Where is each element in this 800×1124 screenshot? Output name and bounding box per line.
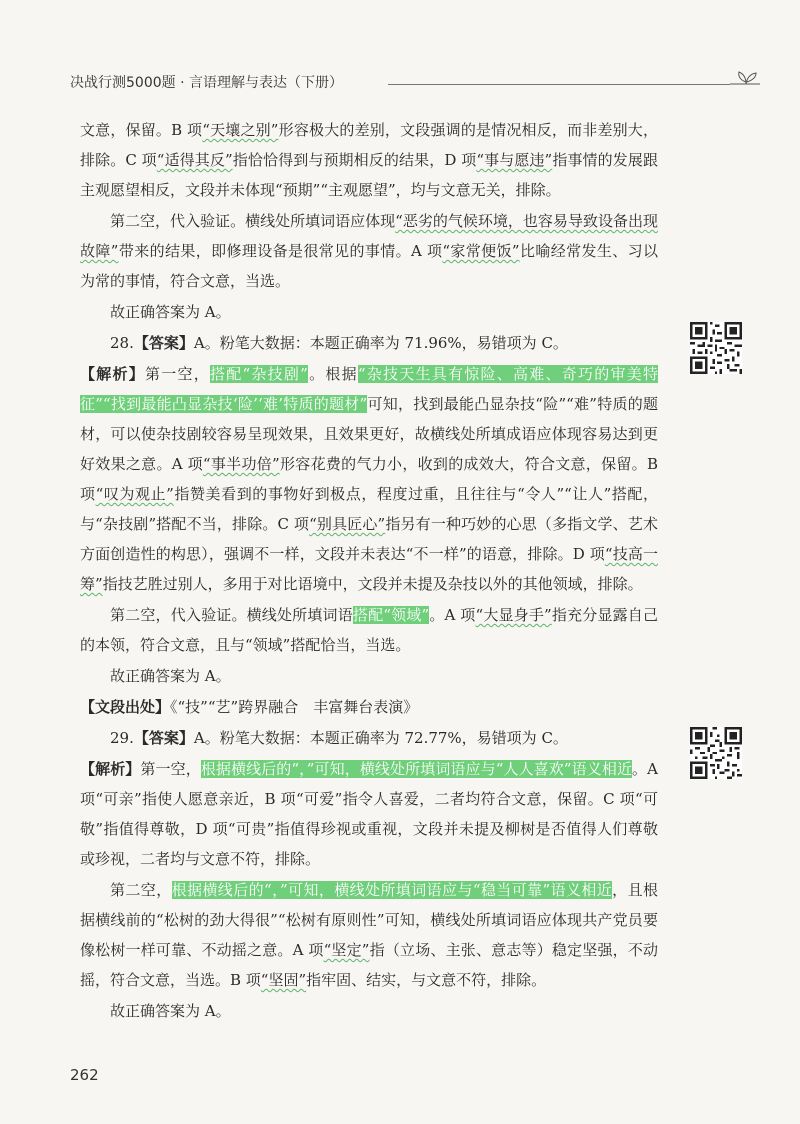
- q28-second-blank: 第二空，代入验证。横线处所填词语搭配“领域”。A 项“大显身手”指充分显露自己的本领，符合文意，且与“领域”搭配恰当，当选。: [80, 606, 658, 654]
- q29-final-answer: 故正确答案为 A。: [110, 1002, 231, 1020]
- page-number: 262: [70, 1066, 99, 1084]
- sprout-icon: [730, 66, 760, 90]
- q28-final-answer: 故正确答案为 A。: [110, 667, 231, 685]
- header-rule: [388, 84, 730, 85]
- qr-code-q28[interactable]: [690, 322, 742, 374]
- q29-analysis: 【解析】第一空，根据横线后的“，”可知，横线处所填词语应与“人人喜欢”语义相近。A 项“可亲”指使人愿意亲近，B 项“可爱”指令人喜爱，二者均符合文意，保留。C 项“可敬”指值得尊敬，D 项“可贵”指值得珍视或重视，文段并未提及柳树是否值得人们尊敬或珍视，二者均与文意不符，排除。: [80, 760, 658, 868]
- q28-analysis: 【解析】第一空，搭配“杂技剧”。根据“杂技天生具有惊险、高难、奇巧的审美特征”“找到最能凸显杂技‘险’‘难’特质的题材”可知，找到最能凸显杂技“险”“难”特质的题材，可以使杂技剧较容易呈现效果，且效果更好，故横线处所填成语应体现容易达到更好效果之意。A 项“事半功倍”形容花费的气力小，收到的成效大，符合文意，保留。B 项“叹为观止”指赞美看到的事物好到极点，程度过重，且往往与“令人”“让人”搭配，与“杂技剧”搭配不当，排除。C 项“别具匠心”指另有一种巧妙的心思（多指文学、艺术方面创造性的构思），强调不一样，文段并未表达“不一样”的语意，排除。D 项“技高一筹”指技艺胜过别人，多用于对比语境中，文段并未提及杂技以外的其他领域，排除。: [80, 365, 658, 593]
- paragraph-q27-answer: 故正确答案为 A。: [110, 303, 231, 321]
- qr-code-icon: [690, 322, 742, 374]
- paragraph-q27-options: 文意，保留。B 项“天壤之别”形容极大的差别，文段强调的是情况相反，而非差别大，排除。C 项“适得其反”指恰恰得到与预期相反的结果，D 项“事与愿违”指事情的发展跟主观愿望相反，文段并未体现“预期”“主观愿望”，均与文意无关，排除。: [80, 121, 658, 199]
- page-content: [80, 115, 658, 1026]
- header-title: 决战行测5000题 · 言语理解与表达（下册）: [70, 75, 343, 91]
- q29-second-blank: 第二空，根据横线后的“，”可知，横线处所填词语应与“稳当可靠”语义相近，且根据横线前的“松树的劲大得很”“松树有原则性”可知，横线处所填词语应体现共产党员要像松树一样可靠、不动摇之意。A 项“坚定”指（立场、主张、意志等）稳定坚强，不动摇，符合文意，当选。B 项“坚固”指牢固、结实，与文意不符，排除。: [80, 881, 659, 989]
- q29-answer: 29.【答案】A。粉笔大数据：本题正确率为 72.77%，易错项为 C。: [110, 729, 568, 747]
- q28-source: 【文段出处】《“技”“艺”跨界融合 丰富舞台表演》: [80, 698, 419, 716]
- page-header: [70, 70, 760, 100]
- qr-code-icon: [690, 727, 742, 779]
- qr-code-q29[interactable]: [690, 727, 742, 779]
- q28-answer: 28.【答案】A。粉笔大数据：本题正确率为 71.96%，易错项为 C。: [110, 334, 568, 352]
- paragraph-q27-second-blank: 第二空，代入验证。横线处所填词语应体现“恶劣的气候环境，也容易导致设备出现故障”带来的结果，即修理设备是很常见的事情。A 项“家常便饭”比喻经常发生、习以为常的事情，符合文意，当选。: [80, 212, 658, 290]
